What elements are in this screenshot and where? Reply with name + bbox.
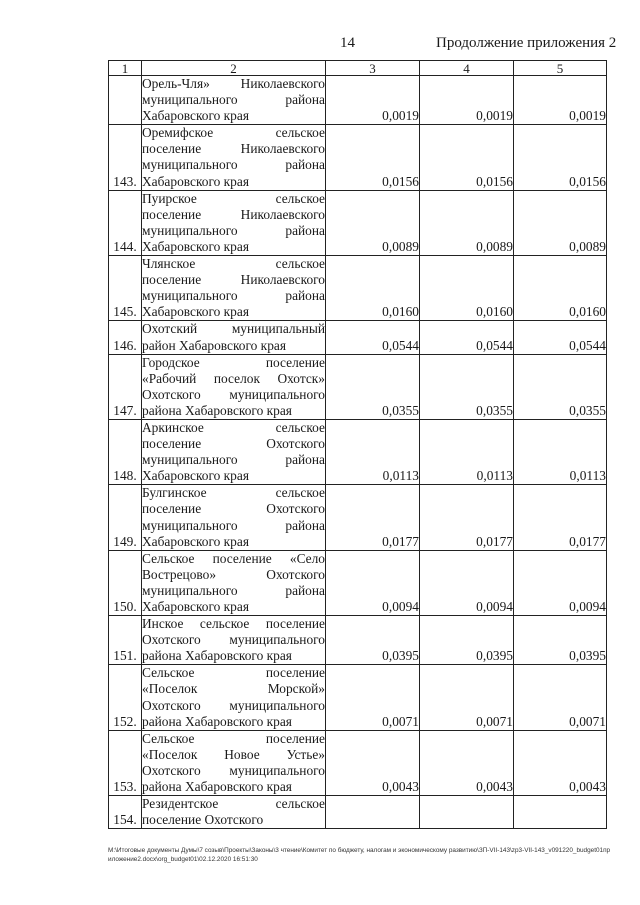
column-header-1: 1 [109, 61, 142, 76]
row-number: 153. [109, 730, 142, 795]
municipality-name [142, 76, 326, 125]
name-line: Хабаровского края [142, 533, 249, 549]
name-line: Сельское поселение «Село [142, 550, 325, 566]
value-col-3: 0,0544 [326, 321, 420, 354]
value-col-5: 0,0177 [514, 485, 607, 550]
table-row [109, 616, 607, 665]
table-row [109, 550, 607, 615]
value-col-4: 0,0156 [420, 125, 514, 190]
value-col-3: 0,0089 [326, 190, 420, 255]
value-col-3: 0,0019 [326, 76, 420, 125]
value-col-3: 0,0043 [326, 730, 420, 795]
value-col-4: 0,0094 [420, 550, 514, 615]
row-number: 144. [109, 190, 142, 255]
row-number: 143. [109, 125, 142, 190]
name-line: района Хабаровского края [142, 779, 292, 795]
name-line: района Хабаровского края [142, 648, 292, 664]
row-number: 149. [109, 485, 142, 550]
value-col-4 [420, 796, 514, 829]
name-line: Аркинское сельское [142, 419, 325, 435]
row-number: 147. [109, 354, 142, 419]
value-col-5: 0,0113 [514, 419, 607, 484]
name-line: Сельское поселение [142, 730, 325, 746]
table-row [109, 796, 607, 829]
value-col-5: 0,0156 [514, 125, 607, 190]
name-line: Хабаровского края [142, 108, 249, 124]
name-line: Охотский муниципальный [142, 321, 325, 337]
municipality-name [142, 616, 326, 665]
column-header-2: 2 [142, 61, 326, 76]
table-row [109, 665, 607, 730]
name-line: Хабаровского края [142, 599, 249, 614]
municipality-name [142, 665, 326, 730]
table-row [109, 76, 607, 125]
name-line: Сельское поселение [142, 665, 325, 681]
value-col-3: 0,0355 [326, 354, 420, 419]
value-col-4: 0,0160 [420, 256, 514, 321]
table-row [109, 419, 607, 484]
table-row [109, 190, 607, 255]
name-line: поселение Николаевского [142, 206, 325, 222]
name-line: Инское сельское поселение [142, 616, 325, 632]
value-col-3: 0,0156 [326, 125, 420, 190]
row-number: 150. [109, 550, 142, 615]
value-col-3: 0,0395 [326, 616, 420, 665]
name-line: Охотского муниципального [142, 762, 325, 778]
table-row [109, 730, 607, 795]
value-col-5: 0,0043 [514, 730, 607, 795]
value-col-5: 0,0544 [514, 321, 607, 354]
row-number: 152. [109, 665, 142, 730]
column-header-3: 3 [326, 61, 420, 76]
name-line: Хабаровского края [142, 468, 249, 484]
allocation-table [108, 60, 607, 829]
municipality-name [142, 321, 326, 354]
name-line: «Рабочий поселок Охотск» [142, 370, 325, 386]
value-col-5: 0,0019 [514, 76, 607, 125]
name-line: муниципального района [142, 222, 325, 238]
table-body [109, 76, 607, 829]
name-line: поселение Охотского [142, 812, 264, 828]
value-col-4: 0,0043 [420, 730, 514, 795]
table-row [109, 354, 607, 419]
value-col-5: 0,0094 [514, 550, 607, 615]
name-line: муниципального района [142, 288, 325, 304]
value-col-5: 0,0355 [514, 354, 607, 419]
name-line: поселение Николаевского [142, 141, 325, 157]
name-line: район Хабаровского края [142, 337, 286, 353]
value-col-3: 0,0160 [326, 256, 420, 321]
column-header-4: 4 [420, 61, 514, 76]
municipality-name [142, 354, 326, 419]
municipality-name [142, 256, 326, 321]
row-number: 151. [109, 616, 142, 665]
name-line: Пуирское сельское [142, 190, 325, 206]
name-line: Охотского муниципального [142, 386, 325, 402]
value-col-5: 0,0395 [514, 616, 607, 665]
value-col-4: 0,0544 [420, 321, 514, 354]
name-line: Вострецово» Охотского [142, 566, 325, 582]
value-col-5: 0,0089 [514, 190, 607, 255]
name-line: Орель-Чля» Николаевского [142, 76, 325, 91]
value-col-4: 0,0019 [420, 76, 514, 125]
value-col-3: 0,0071 [326, 665, 420, 730]
name-line: района Хабаровского края [142, 402, 292, 418]
value-col-5: 0,0160 [514, 256, 607, 321]
name-line: поселение Охотского [142, 436, 325, 452]
table-row [109, 256, 607, 321]
name-line: Охотского муниципального [142, 697, 325, 713]
municipality-name [142, 125, 326, 190]
value-col-3: 0,0177 [326, 485, 420, 550]
name-line: поселение Николаевского [142, 272, 325, 288]
value-col-3: 0,0113 [326, 419, 420, 484]
table-row [109, 485, 607, 550]
value-col-4: 0,0089 [420, 190, 514, 255]
municipality-name [142, 419, 326, 484]
name-line: муниципального района [142, 92, 325, 108]
row-number: 154. [109, 796, 142, 829]
name-line: «Поселок Новое Устье» [142, 746, 325, 762]
value-col-3 [326, 796, 420, 829]
table-row [109, 125, 607, 190]
name-line: Охотского муниципального [142, 632, 325, 648]
name-line: Оремифское сельское [142, 125, 325, 141]
name-line: Члянское сельское [142, 256, 325, 272]
value-col-4: 0,0071 [420, 665, 514, 730]
name-line: района Хабаровского края [142, 713, 292, 729]
table-row [109, 321, 607, 354]
column-number-row [109, 61, 607, 76]
name-line: муниципального района [142, 517, 325, 533]
value-col-4: 0,0177 [420, 485, 514, 550]
value-col-4: 0,0113 [420, 419, 514, 484]
municipality-name [142, 550, 326, 615]
name-line: муниципального района [142, 582, 325, 598]
name-line: Городское поселение [142, 354, 325, 370]
name-line: Хабаровского края [142, 173, 249, 189]
name-line: муниципального района [142, 452, 325, 468]
municipality-name [142, 730, 326, 795]
value-col-4: 0,0355 [420, 354, 514, 419]
value-col-4: 0,0395 [420, 616, 514, 665]
name-line: муниципального района [142, 157, 325, 173]
name-line: Хабаровского края [142, 304, 249, 320]
page-number: 14 [340, 35, 355, 51]
name-line: Булгинское сельское [142, 485, 325, 501]
value-col-5 [514, 796, 607, 829]
continuation-label: Продолжение приложения 2 [436, 35, 617, 51]
name-line: поселение Охотского [142, 501, 325, 517]
row-number [109, 76, 142, 125]
row-number: 148. [109, 419, 142, 484]
value-col-3: 0,0094 [326, 550, 420, 615]
name-line: «Поселок Морской» [142, 681, 325, 697]
row-number: 145. [109, 256, 142, 321]
name-line: Хабаровского края [142, 238, 249, 254]
municipality-name [142, 485, 326, 550]
row-number: 146. [109, 321, 142, 354]
value-col-5: 0,0071 [514, 665, 607, 730]
municipality-name [142, 796, 326, 829]
name-line: Резидентское сельское [142, 796, 325, 812]
column-header-5: 5 [514, 61, 607, 76]
municipality-name [142, 190, 326, 255]
file-path-footer: M:\Итоговые документы Думы\7 созыв\Проекты\Законы\3 чтение\Комитет по бюджету, налогам и экономическому развитию\ЗП-VII-143\zp3-VII-143_v091220_budget01приложение2.docx\org_budget01\02.12.2020 16:51:30 [108, 847, 611, 863]
